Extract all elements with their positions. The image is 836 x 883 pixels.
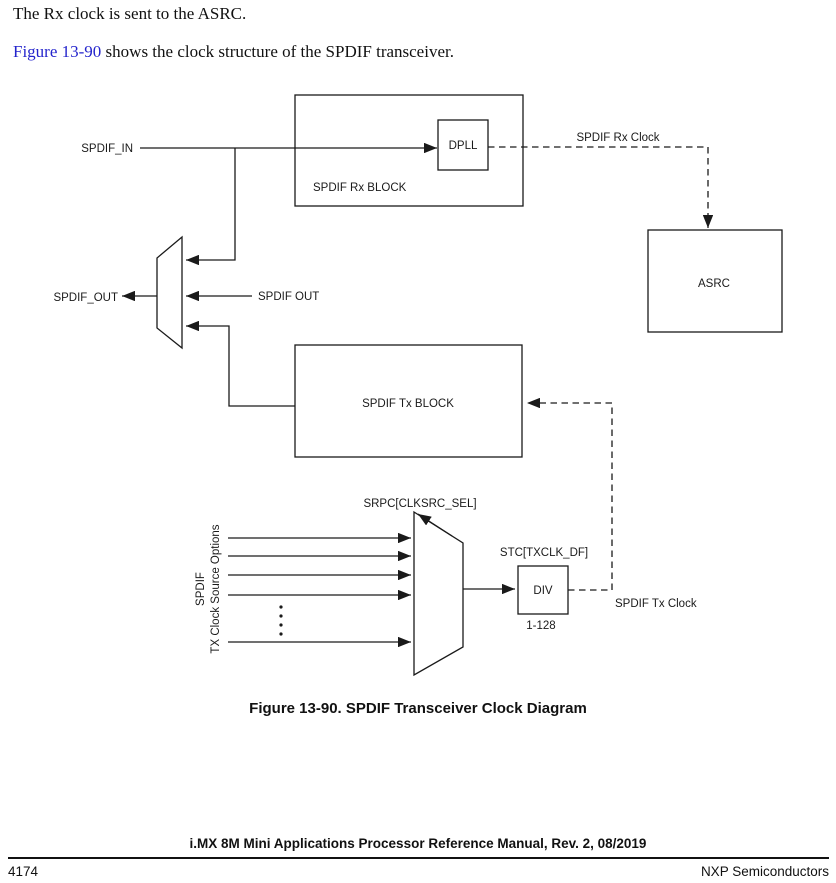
stc-txclk-df-label: STC[TXCLK_DF] [499,547,589,559]
asrc-label: ASRC [698,278,730,290]
more-sources-ellipsis [279,605,282,635]
div-range-label: 1-128 [526,620,556,632]
spdif-in-branch-wire [186,148,235,260]
paragraph-figure-ref-text: shows the clock structure of the SPDIF transceiver. [101,42,454,61]
footer-divider [8,857,829,859]
figure-caption: Figure 13-90. SPDIF Transceiver Clock Diagram [249,700,587,717]
page-number: 4174 [8,864,39,879]
publisher-name: NXP Semiconductors [700,864,829,879]
tx-clock-source-options-label-line1: SPDIF [195,572,207,606]
paragraph-rx-clock: The Rx clock is sent to the ASRC. [13,4,247,23]
dpll-label: DPLL [448,140,478,152]
footer-row [8,864,829,879]
tx-block-to-mux-wire [186,326,295,406]
srpc-clksrc-sel-label: SRPC[CLKSRC_SEL] [363,498,477,510]
spdif-rx-clock-label: SPDIF Rx Clock [576,132,660,144]
spdif-rx-block-label: SPDIF Rx BLOCK [313,182,407,194]
footer-manual-title: i.MX 8M Mini Applications Processor Reference Manual, Rev. 2, 08/2019 [189,836,647,851]
spdif-tx-clock-wire [527,403,612,590]
figure-13-90-link[interactable]: Figure 13-90 [13,42,102,61]
tx-clock-mux [414,512,463,675]
spdif-in-label: SPDIF_IN [81,143,133,155]
output-mux [157,237,182,348]
spdif-tx-block-label: SPDIF Tx BLOCK [362,398,454,410]
div-label: DIV [533,585,553,597]
spdif-out-internal-label: SPDIF OUT [258,291,320,303]
spdif-tx-clock-label: SPDIF Tx Clock [615,598,697,610]
spdif-out-label: SPDIF_OUT [53,292,118,304]
spdif-rx-clock-wire [488,147,708,228]
tx-clock-source-options-label-line2: TX Clock Source Options [210,524,222,654]
